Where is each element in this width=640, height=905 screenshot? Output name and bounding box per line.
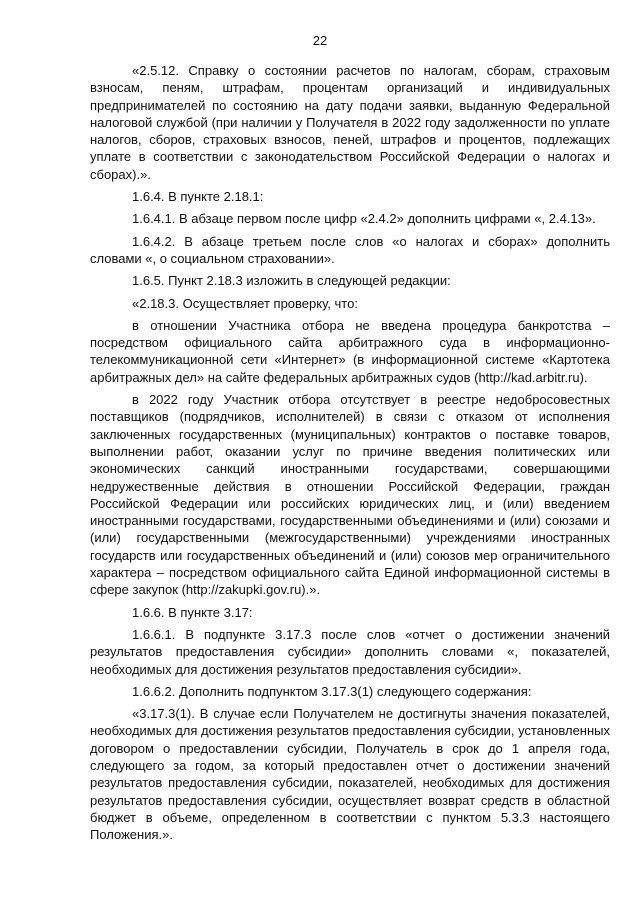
paragraph-2-5-12: «2.5.12. Справку о состоянии расчетов по налогам, сборам, страховым взносам, пеням, штрафам, процентам организаций и индивидуальных предпринимателей по состоянию на дату подачи заявки, выданную Федеральной налоговой службой (при наличии у Получателя в 2022 году задолженности по уплате налогов, сборов, страховых взносов, пеней, штрафов и процентов, подлежащих уплате в соответствии с законодательством Российской Федерации о налогах и сборах).». [90,63,610,182]
paragraph-1-6-6: 1.6.6. В пункте 3.17: [132,604,253,620]
document-body [90,62,610,848]
paragraph-2-18-3: «2.18.3. Осуществляет проверку, что: [132,295,358,311]
paragraph-3-17-3-1: «3.17.3(1). В случае если Получателем не достигнуты значения показателей, необходимых для достижения результатов предоставления субсидии, установленных договором о предоставлении субсидии, Получатель в срок до 1 апреля года, следующего за годом, за который предоставлен отчет о достижении значений результатов предоставления субсидии, показателей, необходимых для достижения результатов предоставления субсидии, осуществляет возврат средств в областной бюджет в объеме, определенном в соответствии с пунктом 5.3.3 настоящего Положения.». [90,706,610,843]
paragraph-1-6-6-1: 1.6.6.1. В подпункте 3.17.3 после слов «отчет о достижении значений результатов предоставления субсидии» дополнить словами «, показателей, необходимых для достижения результатов предоставления субсидии». [90,626,610,677]
paragraph-1-6-4-1: 1.6.4.1. В абзаце первом после цифр «2.4.2» дополнить цифрами «, 2.4.13». [132,211,596,227]
page-number: 22 [312,33,328,48]
paragraph-bankruptcy-check: в отношении Участника отбора не введена процедура банкротства – посредством официального сайта арбитражного суда в информационно-телекоммуникационной сети «Интернет» (в информационной системе «Картотека арбитражных дел» на сайте федеральных арбитражных судов (http://kad.arbitr.ru). [90,317,610,385]
paragraph-1-6-4-2: 1.6.4.2. В абзаце третьем после слов «о налогах и сборах» дополнить словами «, о социальном страховании». [90,233,610,266]
paragraph-1-6-5: 1.6.5. Пункт 2.18.3 изложить в следующей редакции: [132,273,451,289]
paragraph-1-6-4: 1.6.4. В пункте 2.18.1: [132,189,264,205]
paragraph-supplier-registry-check: в 2022 году Участник отбора отсутствует в реестре недобросовестных поставщиков (подрядчиков, исполнителей) в связи с отказом от исполнения заключенных государственных (муниципальных) контрактов о поставке товаров, выполнении работ, оказании услуг по причине введения политических или экономических санкций иностранными государствами, совершающими недружественные действия в отношении Российской Федерации, граждан Российской Федерации или российских юридических лиц, и (или) введением иностранными государствами, государственными объединениями и (или) союзами и (или) государственными (межгосударственными) учреждениями иностранных государств или государственных объединений и (или) союзов мер ограничительного характера – посредством официального сайта Единой информационной системы в сфере закупок (http://zakupki.gov.ru).». [90,392,610,598]
paragraph-1-6-6-2: 1.6.6.2. Дополнить подпунктом 3.17.3(1) следующего содержания: [132,683,532,699]
